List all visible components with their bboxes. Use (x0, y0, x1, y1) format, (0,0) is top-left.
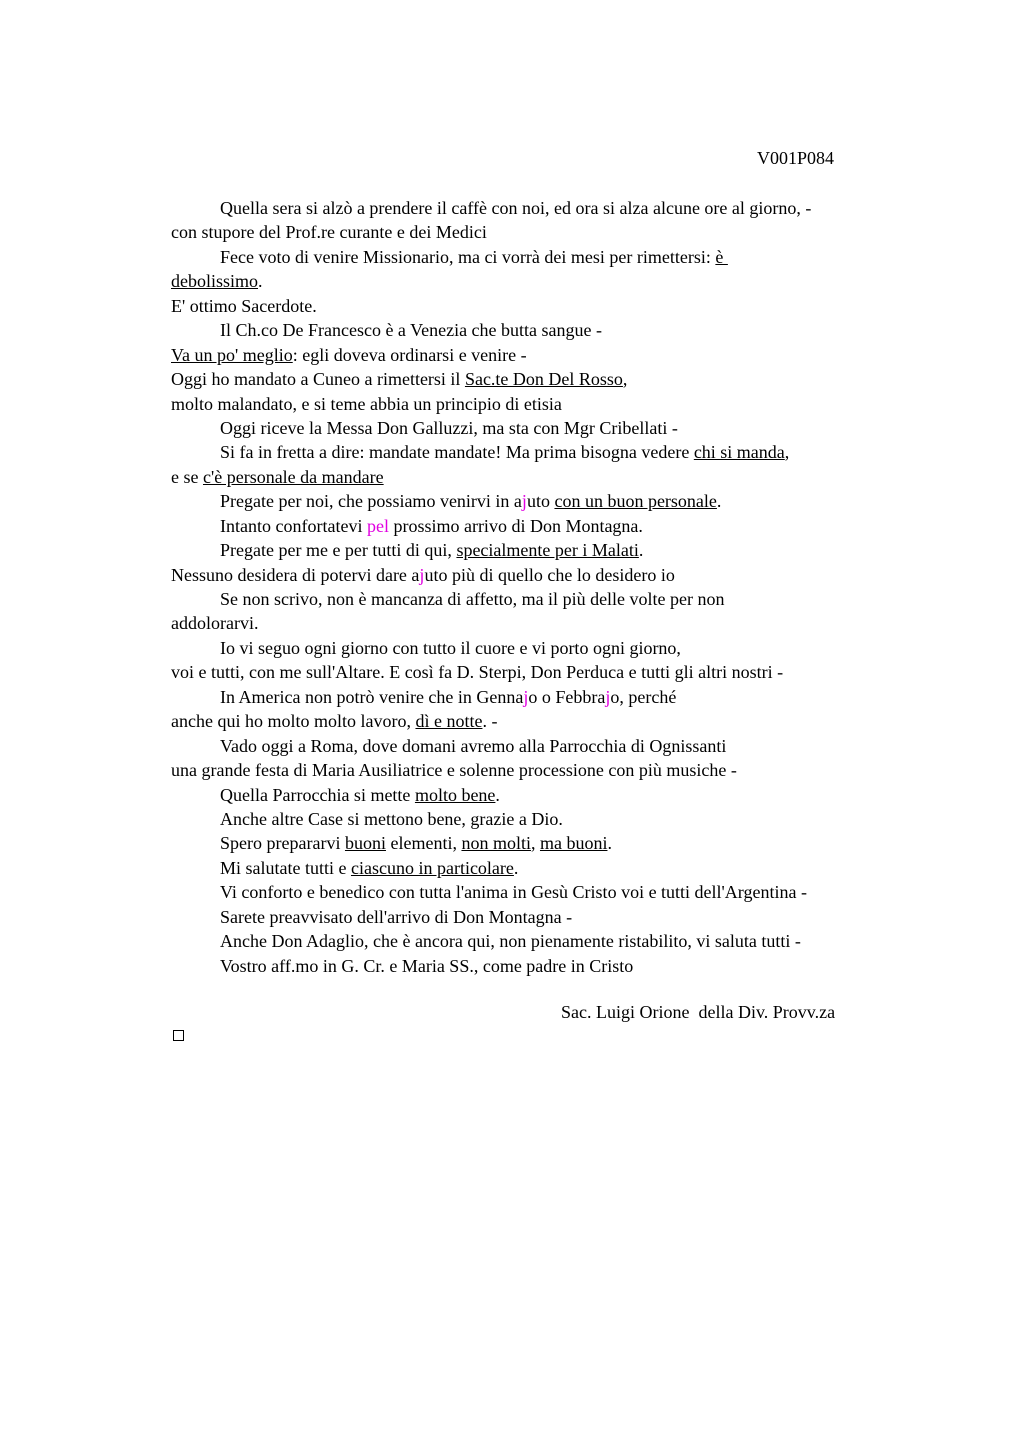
underlined-text: Va un po' meglio (171, 344, 293, 365)
underlined-text: con un buon personale (554, 491, 717, 512)
text-segment: Quella sera si alzò a prendere il caffè con noi, ed ora si alza alcune ore al giorno, - (220, 198, 812, 218)
end-marker-box (173, 1030, 184, 1041)
underlined-text: c'è personale da mandare (202, 466, 384, 487)
text-segment: con stupore del Prof.re curante e dei Medici (171, 222, 487, 243)
text-segment: Mi salutate tutti e (220, 857, 351, 878)
text-line (171, 587, 911, 611)
underlined-text: Sac.te Don Del Rosso (464, 369, 623, 390)
text-segment: . (716, 491, 722, 512)
text-line (171, 318, 911, 342)
text-line (171, 294, 911, 318)
text-segment: Anche Don Adaglio, che è ancora qui, non pienamente ristabilito, vi saluta tutti - (220, 931, 801, 952)
text-segment: Nessuno desidera di potervi dare a (171, 564, 420, 585)
highlighted-text: pel (366, 515, 389, 536)
text-line (171, 758, 911, 782)
text-line (171, 636, 911, 660)
text-segment: Pregate per noi, che possiamo venirvi in a (220, 491, 522, 512)
text-segment: addolorarvi. (171, 613, 259, 634)
text-segment: elementi, (385, 833, 462, 854)
text-segment: Fece voto di venire Missionario, ma ci vorrà dei mesi per rimettersi: (220, 246, 716, 267)
text-line (171, 343, 911, 367)
text-line (171, 367, 911, 391)
text-segment: uto (526, 491, 555, 512)
text-segment: . (513, 857, 519, 878)
text-segment: Se non scrivo, non è mancanza di affetto, ma il più delle volte per non (220, 589, 725, 609)
text-segment: Io vi seguo ogni giorno con tutto il cuore e vi porto ogni giorno, (220, 637, 681, 658)
text-segment: , (784, 442, 790, 463)
highlighted-text: j (523, 686, 529, 707)
text-segment: anche qui ho molto molto lavoro, (171, 711, 416, 732)
text-segment: una grande festa di Maria Ausiliatrice e solenne processione con più musiche - (171, 760, 737, 781)
text-segment: Spero prepararvi (220, 833, 345, 854)
text-line (171, 783, 911, 807)
text-segment: molto malandato, e si teme abbia un principio di etisia (171, 393, 562, 414)
text-segment: Anche altre Case si mettono bene, grazie a Dio. (220, 808, 563, 829)
text-segment: , (530, 833, 540, 854)
text-segment: uto più di quello che lo desidero io (424, 564, 675, 585)
text-line (171, 392, 911, 416)
text-segment: E' ottimo Sacerdote. (171, 295, 317, 316)
letter-body (171, 196, 911, 978)
text-segment: prossimo arrivo di Don Montagna. (388, 515, 643, 536)
text-segment: Intanto confortatevi (220, 515, 367, 536)
text-line (171, 831, 911, 855)
text-segment: o o Febbra (528, 686, 606, 707)
page-identifier: V001P084 (757, 148, 835, 168)
highlighted-text: j (605, 686, 611, 707)
text-segment: Vado oggi a Roma, dove domani avremo alla Parrocchia di Ognissanti (220, 735, 727, 756)
text-line (171, 954, 911, 978)
text-segment: . (638, 540, 644, 561)
text-segment: . (607, 833, 612, 854)
text-segment: Quella Parrocchia si mette (220, 784, 415, 805)
underlined-text: non molti (461, 833, 531, 854)
text-segment: Si fa in fretta a dire: mandate mandate! Ma prima bisogna vedere (220, 442, 694, 463)
text-segment: e se (171, 466, 203, 487)
text-segment: Oggi riceve la Messa Don Galluzzi, ma sta con Mgr Cribellati - (220, 417, 678, 438)
text-line (171, 465, 911, 489)
text-segment: Il Ch.co De Francesco è a Venezia che butta sangue - (220, 320, 603, 341)
text-line (171, 611, 911, 635)
underlined-text: chi si manda (693, 442, 785, 463)
signature: Sac. Luigi Orione della Div. Provv.za (561, 1002, 836, 1022)
text-line (171, 856, 911, 880)
text-line (171, 563, 911, 587)
text-line (171, 929, 911, 953)
underlined-text: dì e notte (415, 711, 483, 732)
text-segment: . (258, 271, 263, 292)
text-segment: . (495, 784, 500, 805)
text-line (171, 440, 911, 464)
text-segment: : egli doveva ordinarsi e venire - (292, 344, 527, 365)
text-segment: o, perché (610, 686, 677, 707)
text-line (171, 660, 911, 684)
text-line (171, 196, 911, 220)
underlined-text: è (715, 246, 728, 267)
text-segment: Vi conforto e benedico con tutta l'anima in Gesù Cristo voi e tutti dell'Argentina - (220, 882, 807, 903)
text-line (171, 489, 911, 513)
underlined-text: ma buoni (539, 833, 608, 854)
underlined-text: specialmente per i Malati (456, 540, 639, 561)
text-line (171, 709, 911, 733)
underlined-text: molto bene (414, 784, 496, 805)
text-segment: Oggi ho mandato a Cuneo a rimettersi il (171, 369, 465, 390)
text-segment: voi e tutti, con me sull'Altare. E così fa D. Sterpi, Don Perduca e tutti gli altri nostri - (171, 662, 784, 683)
text-line (171, 220, 911, 244)
underlined-text: ciascuno in particolare (350, 857, 514, 878)
text-line (171, 269, 911, 293)
underlined-text: buoni (344, 833, 386, 854)
underlined-text: debolissimo (171, 271, 259, 292)
text-line (171, 685, 911, 709)
highlighted-text: j (419, 564, 425, 585)
text-line (171, 514, 911, 538)
text-line (171, 538, 911, 562)
text-line (171, 734, 911, 758)
text-segment: Sarete preavvisato dell'arrivo di Don Montagna - (220, 906, 573, 927)
text-segment: Vostro aff.mo in G. Cr. e Maria SS., come padre in Cristo (220, 955, 634, 976)
text-line (171, 807, 911, 831)
text-segment: Pregate per me e per tutti di qui, (220, 540, 457, 561)
text-segment: . - (482, 711, 498, 732)
text-line (171, 880, 911, 904)
highlighted-text: j (521, 491, 527, 512)
text-line (171, 245, 911, 269)
text-segment: In America non potrò venire che in Genna (220, 686, 524, 707)
text-line (171, 905, 911, 929)
text-segment: , (622, 369, 628, 390)
text-line (171, 416, 911, 440)
